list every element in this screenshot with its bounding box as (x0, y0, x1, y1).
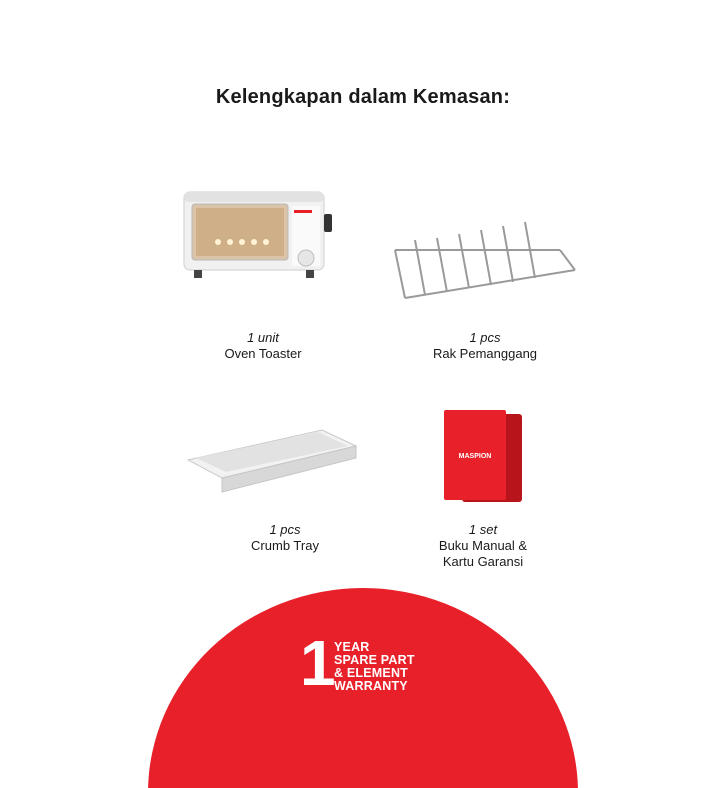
warranty-number: 1 (300, 627, 336, 699)
item-name: Oven Toaster (224, 346, 302, 361)
item-name: Buku Manual & (438, 538, 528, 553)
page-title: Kelengkapan dalam Kemasan: (215, 86, 511, 108)
crumb-tray-image (182, 420, 362, 505)
item-caption-manual (403, 522, 563, 570)
brand-label: MASPION (458, 453, 492, 460)
item-name: Rak Pemanggang (432, 346, 538, 361)
item-qty: 1 pcs (469, 330, 501, 345)
item-qty: 1 pcs (269, 522, 301, 537)
item-name: Crumb Tray (251, 538, 319, 553)
item-name-line2: Kartu Garansi (442, 554, 524, 569)
item-qty: 1 set (468, 522, 498, 537)
warranty-lines (334, 641, 415, 693)
warranty-line: YEAR (334, 640, 370, 654)
warranty-line: WARRANTY (334, 679, 408, 693)
item-caption-tray (205, 522, 365, 554)
item-caption-oven (183, 330, 343, 362)
item-caption-rack (405, 330, 565, 362)
grill-rack-image (385, 210, 580, 315)
warranty-line: & ELEMENT (334, 666, 409, 680)
oven-toaster-image (180, 190, 355, 295)
item-qty: 1 unit (247, 330, 279, 345)
warranty-line: SPARE PART (334, 653, 415, 667)
manual-books-image (440, 410, 530, 515)
